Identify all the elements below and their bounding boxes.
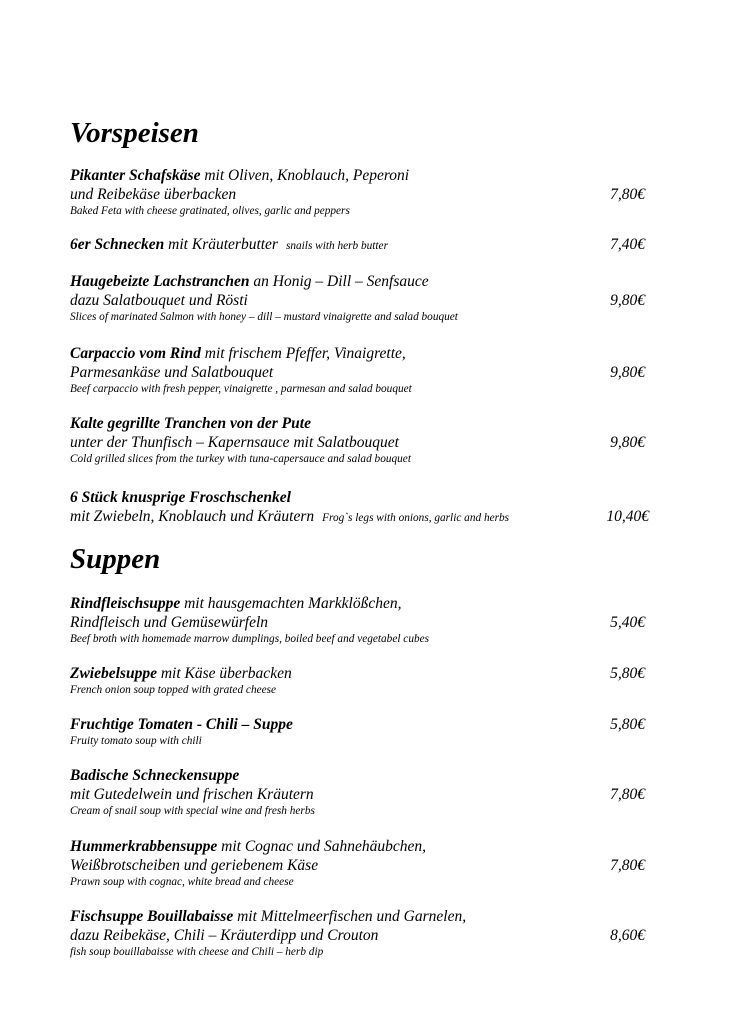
item-line-1 bbox=[70, 272, 645, 291]
item-line-1 bbox=[70, 488, 645, 507]
item-line-2 bbox=[70, 785, 645, 804]
item-line-2 bbox=[70, 433, 645, 452]
menu-item bbox=[70, 344, 645, 396]
item-desc: an Honig – Dill – Senfsauce bbox=[249, 273, 429, 290]
item-desc: mit Gutedelwein und frischen Kräutern bbox=[70, 786, 314, 803]
item-desc: Parmesankäse und Salatbouquet bbox=[70, 364, 274, 381]
section-title-suppen: Suppen bbox=[70, 543, 161, 575]
item-desc: mit Käse überbacken bbox=[156, 665, 292, 682]
item-line-1 bbox=[70, 837, 645, 856]
item-desc: mit frischem Pfeffer, Vinaigrette, bbox=[200, 345, 406, 362]
item-line-1 bbox=[70, 715, 645, 734]
item-line-1 bbox=[70, 235, 645, 256]
menu-item bbox=[70, 166, 645, 218]
item-line-1 bbox=[70, 344, 645, 363]
item-name: Hummerkrabbensuppe bbox=[70, 838, 218, 855]
item-english: Baked Feta with cheese gratinated, olives, garlic and peppers bbox=[70, 205, 350, 217]
item-line-2 bbox=[70, 926, 645, 945]
section-title-vorspeisen: Vorspeisen bbox=[70, 117, 199, 149]
menu-item bbox=[70, 594, 645, 646]
menu-item bbox=[70, 488, 649, 528]
menu-item bbox=[70, 235, 645, 256]
menu-item bbox=[70, 907, 645, 959]
item-line-1 bbox=[70, 907, 645, 926]
menu-item bbox=[70, 414, 645, 466]
item-price: 10,40€ bbox=[606, 508, 649, 525]
item-english: Cold grilled slices from the turkey with tuna-capersauce and salad bouquet bbox=[70, 453, 411, 465]
item-english: Frog`s legs with onions, garlic and herbs bbox=[322, 512, 510, 524]
item-desc: mit Oliven, Knoblauch, Peperoni bbox=[200, 167, 410, 184]
item-desc: mit hausgemachten Markklößchen, bbox=[180, 595, 402, 612]
menu-item bbox=[70, 766, 645, 818]
item-name: Haugebeizte Lachstranchen bbox=[70, 273, 250, 290]
menu-item bbox=[70, 664, 645, 697]
item-name: Carpaccio vom Rind bbox=[70, 345, 201, 362]
item-desc: mit Mittelmeerfischen und Garnelen, bbox=[233, 908, 467, 925]
item-english: Beef carpaccio with fresh pepper, vinaigrette , parmesan and salad bouquet bbox=[70, 383, 412, 395]
item-price: 7,40€ bbox=[610, 236, 645, 253]
item-name: Badische Schneckensuppe bbox=[70, 767, 240, 784]
item-desc: dazu Reibekäse, Chili – Kräuterdipp und Crouton bbox=[70, 927, 379, 944]
item-line-1 bbox=[70, 594, 645, 613]
item-line-2 bbox=[70, 856, 645, 875]
item-line-2 bbox=[70, 185, 645, 204]
item-desc: Weißbrotscheiben und geriebenem Käse bbox=[70, 857, 319, 874]
item-desc: dazu Salatbouquet und Rösti bbox=[70, 292, 248, 309]
item-price: 5,80€ bbox=[610, 716, 645, 733]
item-english: Fruity tomato soup with chili bbox=[70, 735, 202, 747]
item-name: Kalte gegrillte Tranchen von der Pute bbox=[70, 415, 311, 432]
item-name: 6 Stück knusprige Froschschenkel bbox=[70, 489, 291, 506]
item-english: Beef broth with homemade marrow dumplings, boiled beef and vegetabel cubes bbox=[70, 633, 430, 645]
item-line-2 bbox=[70, 363, 645, 382]
item-desc: mit Kräuterbutter bbox=[164, 236, 278, 253]
item-english: fish soup bouillabaisse with cheese and Chili – herb dip bbox=[70, 946, 324, 958]
item-desc: mit Zwiebeln, Knoblauch und Kräutern bbox=[70, 508, 315, 525]
item-english: Cream of snail soup with special wine and fresh herbs bbox=[70, 805, 315, 817]
item-price: 5,80€ bbox=[610, 665, 645, 682]
item-english: French onion soup topped with grated cheese bbox=[70, 684, 277, 696]
item-line-2 bbox=[70, 291, 645, 310]
item-price: 7,80€ bbox=[610, 857, 645, 874]
item-line-2 bbox=[70, 613, 645, 632]
item-name: Fruchtige Tomaten - Chili – Suppe bbox=[70, 716, 293, 733]
item-line-2 bbox=[70, 507, 649, 528]
item-line-1 bbox=[70, 664, 645, 683]
item-english: snails with herb butter bbox=[285, 240, 388, 252]
item-price: 9,80€ bbox=[610, 292, 645, 309]
item-name: 6er Schnecken bbox=[70, 236, 165, 253]
item-name: Rindfleischsuppe bbox=[70, 595, 181, 612]
menu-item bbox=[70, 272, 645, 324]
item-english: Slices of marinated Salmon with honey – dill – mustard vinaigrette and salad bouquet bbox=[70, 311, 458, 323]
item-price: 7,80€ bbox=[610, 786, 645, 803]
item-line-1 bbox=[70, 166, 645, 185]
item-desc: mit Cognac und Sahnehäubchen, bbox=[217, 838, 427, 855]
menu-item bbox=[70, 837, 645, 889]
item-price: 8,60€ bbox=[610, 927, 645, 944]
item-desc: und Reibekäse überbacken bbox=[70, 186, 237, 203]
item-price: 7,80€ bbox=[610, 186, 645, 203]
item-price: 9,80€ bbox=[610, 364, 645, 381]
item-desc: Rindfleisch und Gemüsewürfeln bbox=[70, 614, 269, 631]
item-price: 9,80€ bbox=[610, 434, 645, 451]
item-name: Zwiebelsuppe bbox=[70, 665, 157, 682]
item-name: Fischsuppe Bouillabaisse bbox=[70, 908, 234, 925]
item-name: Pikanter Schafskäse bbox=[70, 167, 201, 184]
menu-item bbox=[70, 715, 645, 748]
item-line-1 bbox=[70, 766, 645, 785]
item-price: 5,40€ bbox=[610, 614, 645, 631]
item-line-1 bbox=[70, 414, 645, 433]
item-desc: unter der Thunfisch – Kapernsauce mit Salatbouquet bbox=[70, 434, 399, 451]
item-english: Prawn soup with cognac, white bread and cheese bbox=[70, 876, 294, 888]
